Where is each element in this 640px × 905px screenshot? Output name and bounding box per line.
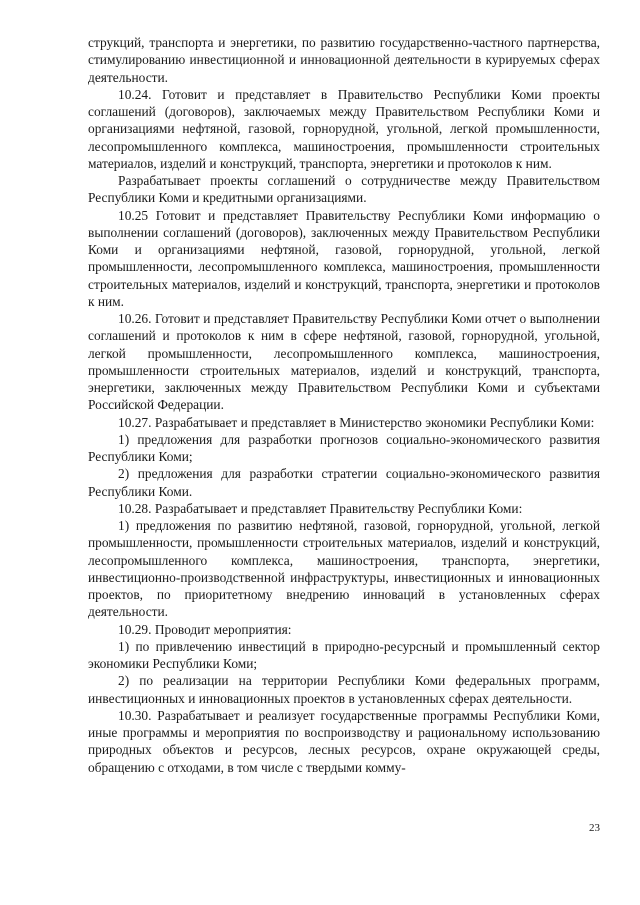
paragraph-10-29-item-1: 1) по привлечению инвестиций в природно-ресурсный и промышленный сектор экономики Республики Коми; [88,638,600,671]
paragraph-10-28: 10.28. Разрабатывает и представляет Правительству Республики Коми: [118,500,523,516]
paragraph-intro: струкций, транспорта и энергетики, по развитию государственно-частного партнерства, стимулированию инвестиционной и инновационной деятельности в курируемых сферах деятельности. [88,35,600,85]
paragraph-10-29: 10.29. Проводит мероприятия: [118,621,292,637]
page-number: 23 [589,822,600,834]
paragraph-10-28-item-1: 1) предложения по развитию нефтяной, газовой, горнорудной, угольной, легкой промышленности, промышленности строительных материалов, изделий и конструкций, лесопромышленного комплекса, машиностроения, транспорта, энергетики, инвестиционно-производственной инфраструктуры, инвестиционных и инновационных проектов, по приоритетному внедрению инноваций в установленных сферах деятельности. [88,518,600,620]
paragraph-10-27-item-2: 2) предложения для разработки стратегии социально-экономического развития Республики Коми. [88,466,600,499]
paragraph-10-30: 10.30. Разрабатывает и реализует государственные программы Республики Коми, иные программы и мероприятия по воспроизводству и рациональному использованию природных объектов и ресурсов, лесных ресурсов, охране окружающей среды, обращению с отходами, в том числе с твердыми комму- [88,707,600,775]
paragraph-10-29-item-2: 2) по реализации на территории Республики Коми федеральных программ, инвестиционных и инновационных проектов в установленных сферах деятельности. [88,673,600,706]
document-page [88,34,600,776]
paragraph-10-27-item-1: 1) предложения для разработки прогнозов социально-экономического развития Республики Коми; [88,431,600,464]
paragraph-10-25: 10.25 Готовит и представляет Правительству Республики Коми информацию о выполнении соглашений (договоров), заключенных между Правительством Республики Коми и организациями нефтяной, газовой, горнорудной, угольной, легкой промышленности, лесопромышленного комплекса, машиностроения, промышленности строительных материалов, изделий и конструкций, транспорта, энергетики и протоколов к ним. [88,207,600,309]
paragraph-10-24-cooperation: Разрабатывает проекты соглашений о сотрудничестве между Правительством Республики Коми и кредитными организациями. [88,173,600,206]
paragraph-10-27: 10.27. Разрабатывает и представляет в Министерство экономики Республики Коми: [118,414,595,430]
paragraph-10-26: 10.26. Готовит и представляет Правительству Республики Коми отчет о выполнении соглашений и протоколов к ним в сфере нефтяной, газовой, горнорудной, угольной, легкой промышленности, лесопромышленного комплекса, машиностроения, промышленности строительных материалов, изделий и конструкций, транспорта, энергетики, заключенных между Правительством Республики Коми и субъектами Российской Федерации. [88,311,600,413]
paragraph-10-24: 10.24. Готовит и представляет в Правительство Республики Коми проекты соглашений (договоров), заключаемых между Правительством Республики Коми и организациями нефтяной, газовой, горнорудной, угольной, легкой промышленности, лесопромышленного комплекса, машиностроения, промышленности строительных материалов, изделий и конструкций, транспорта, энергетики и протоколов к ним. [88,86,600,171]
